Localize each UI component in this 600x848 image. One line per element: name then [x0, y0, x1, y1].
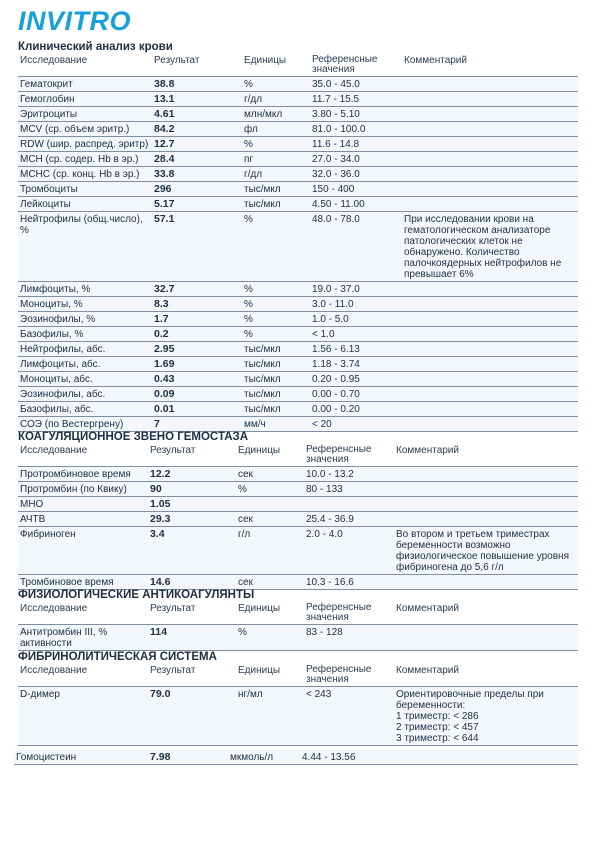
table-row — [18, 482, 578, 497]
column-header-comment: Комментарий — [394, 444, 578, 467]
test-reference — [304, 497, 394, 512]
column-header-comment: Комментарий — [394, 602, 578, 625]
test-units: тыс/мкл — [242, 357, 310, 372]
test-comment: Во втором и третьем триместрах беременности возможно физиологическое повышение уровня фибриногена до 5,6 г/л — [394, 527, 578, 575]
column-header-reference: Референсные значения — [304, 664, 394, 687]
test-reference: 0.00 - 0.70 — [310, 387, 402, 402]
test-name: Моноциты, % — [18, 297, 152, 312]
test-comment — [402, 77, 578, 92]
fibrinolytic-results-table — [18, 664, 578, 746]
test-comment: При исследовании крови на гематологическом анализаторе патологических клеток не обнаружено. Количество палочкоядерных нейтрофилов не превышает 6% — [402, 212, 578, 282]
test-result: 38.8 — [152, 77, 242, 92]
test-result: 2.95 — [152, 342, 242, 357]
column-header-units: Единицы — [236, 602, 304, 625]
test-result: 12.2 — [148, 467, 236, 482]
table-row — [18, 687, 578, 746]
test-units: тыс/мкл — [242, 372, 310, 387]
test-comment — [410, 750, 578, 765]
test-units: сек — [236, 512, 304, 527]
test-comment — [402, 107, 578, 122]
test-comment — [402, 312, 578, 327]
test-name: MCV (ср. объем эритр.) — [18, 122, 152, 137]
table-row — [18, 342, 578, 357]
test-reference: 4.44 - 13.56 — [300, 750, 410, 765]
column-header-reference: Референсные значения — [310, 54, 402, 77]
test-units: тыс/мкл — [242, 387, 310, 402]
test-result: 32.7 — [152, 282, 242, 297]
test-comment — [402, 387, 578, 402]
test-comment — [402, 282, 578, 297]
test-reference: 3.80 - 5.10 — [310, 107, 402, 122]
test-units: г/дл — [242, 167, 310, 182]
section-title-anticoagulants: ФИЗИОЛОГИЧЕСКИЕ АНТИКОАГУЛЯНТЫ — [18, 589, 255, 601]
table-row — [18, 575, 578, 590]
test-comment: Ориентировочные пределы при беременности: 1 триместр: < 286 2 триместр: < 457 3 триместр: < 644 — [394, 687, 578, 746]
test-result: 1.7 — [152, 312, 242, 327]
table-row — [18, 402, 578, 417]
test-reference: < 243 — [304, 687, 394, 746]
test-result: 4.61 — [152, 107, 242, 122]
test-reference: 48.0 - 78.0 — [310, 212, 402, 282]
test-result: 7 — [152, 417, 242, 432]
test-name: АЧТВ — [18, 512, 148, 527]
test-comment — [402, 182, 578, 197]
test-units: % — [242, 297, 310, 312]
test-result: 57.1 — [152, 212, 242, 282]
test-name: Нейтрофилы, абс. — [18, 342, 152, 357]
test-name: Базофилы, % — [18, 327, 152, 342]
table-row — [18, 527, 578, 575]
table-header-row — [18, 444, 578, 467]
test-reference: 32.0 - 36.0 — [310, 167, 402, 182]
test-name: Протромбиновое время — [18, 467, 148, 482]
test-reference: 27.0 - 34.0 — [310, 152, 402, 167]
test-result: 84.2 — [152, 122, 242, 137]
test-name: Нейтрофилы (общ.число), % — [18, 212, 152, 282]
test-name: СОЭ (по Вестергрену) — [18, 417, 152, 432]
test-reference: 2.0 - 4.0 — [304, 527, 394, 575]
table-row — [14, 750, 578, 765]
anticoagulants-results-table — [18, 602, 578, 651]
test-reference: 10.0 - 13.2 — [304, 467, 394, 482]
test-comment — [394, 575, 578, 590]
test-reference: 35.0 - 45.0 — [310, 77, 402, 92]
table-row — [18, 497, 578, 512]
test-name: МНО — [18, 497, 148, 512]
test-units — [236, 497, 304, 512]
test-name: MCHC (ср. конц. Hb в эр.) — [18, 167, 152, 182]
test-units: % — [242, 312, 310, 327]
test-comment — [402, 122, 578, 137]
column-header-result: Результат — [148, 664, 236, 687]
test-comment — [394, 512, 578, 527]
test-name: Лейкоциты — [18, 197, 152, 212]
test-name: Эозинофилы, абс. — [18, 387, 152, 402]
test-units: тыс/мкл — [242, 342, 310, 357]
test-reference: 1.18 - 3.74 — [310, 357, 402, 372]
test-name: Тромбиновое время — [18, 575, 148, 590]
table-row — [18, 107, 578, 122]
test-reference: 19.0 - 37.0 — [310, 282, 402, 297]
test-units: сек — [236, 467, 304, 482]
test-result: 28.4 — [152, 152, 242, 167]
section-title-fibrinolytic: ФИБРИНОЛИТИЧЕСКАЯ СИСТЕМА — [18, 651, 217, 663]
test-name: Протромбин (по Квику) — [18, 482, 148, 497]
test-reference: 3.0 - 11.0 — [310, 297, 402, 312]
table-row — [18, 197, 578, 212]
test-comment — [394, 625, 578, 651]
column-header-result: Результат — [148, 602, 236, 625]
table-row — [18, 152, 578, 167]
test-units: % — [242, 137, 310, 152]
test-units: нг/мл — [236, 687, 304, 746]
column-header-units: Единицы — [236, 664, 304, 687]
test-name: Фибриноген — [18, 527, 148, 575]
test-name: RDW (шир. распред. эритр) — [18, 137, 152, 152]
test-name: MCH (ср. содер. Hb в эр.) — [18, 152, 152, 167]
table-row — [18, 77, 578, 92]
test-units: % — [236, 482, 304, 497]
table-row — [18, 297, 578, 312]
test-comment — [402, 417, 578, 432]
column-header-test: Исследование — [18, 602, 148, 625]
test-reference: 1.0 - 5.0 — [310, 312, 402, 327]
test-comment — [402, 297, 578, 312]
table-row — [18, 327, 578, 342]
column-header-comment: Комментарий — [402, 54, 578, 77]
test-units: фл — [242, 122, 310, 137]
column-header-result: Результат — [152, 54, 242, 77]
table-row — [18, 417, 578, 432]
column-header-reference: Референсные значения — [304, 602, 394, 625]
test-name: Моноциты, абс. — [18, 372, 152, 387]
test-comment — [402, 167, 578, 182]
test-units: пг — [242, 152, 310, 167]
test-reference: 1.56 - 6.13 — [310, 342, 402, 357]
test-reference: 0.00 - 0.20 — [310, 402, 402, 417]
test-result: 90 — [148, 482, 236, 497]
test-units: % — [242, 77, 310, 92]
test-reference: 81.0 - 100.0 — [310, 122, 402, 137]
test-result: 0.43 — [152, 372, 242, 387]
test-result: 114 — [148, 625, 236, 651]
test-name: Антитромбин III, % активности — [18, 625, 148, 651]
column-header-units: Единицы — [242, 54, 310, 77]
section-title-blood: Клинический анализ крови — [18, 41, 173, 53]
test-reference: 150 - 400 — [310, 182, 402, 197]
test-units: г/дл — [242, 92, 310, 107]
test-result: 12.7 — [152, 137, 242, 152]
test-units: г/л — [236, 527, 304, 575]
test-comment — [394, 497, 578, 512]
test-units: % — [242, 327, 310, 342]
test-name: Лимфоциты, абс. — [18, 357, 152, 372]
column-header-result: Результат — [148, 444, 236, 467]
test-name: Эритроциты — [18, 107, 152, 122]
table-row — [18, 467, 578, 482]
test-name: Лимфоциты, % — [18, 282, 152, 297]
test-reference: 80 - 133 — [304, 482, 394, 497]
column-header-reference: Референсные значения — [304, 444, 394, 467]
test-units: мм/ч — [242, 417, 310, 432]
table-row — [18, 137, 578, 152]
table-row — [18, 372, 578, 387]
column-header-test: Исследование — [18, 54, 152, 77]
test-comment — [402, 197, 578, 212]
invitro-logo: INVITRO — [18, 6, 132, 36]
test-reference: 83 - 128 — [304, 625, 394, 651]
test-result: 13.1 — [152, 92, 242, 107]
test-result: 5.17 — [152, 197, 242, 212]
column-header-comment: Комментарий — [394, 664, 578, 687]
test-comment — [402, 152, 578, 167]
test-reference: 0.20 - 0.95 — [310, 372, 402, 387]
test-name: Тромбоциты — [18, 182, 152, 197]
test-result: 0.2 — [152, 327, 242, 342]
test-comment — [402, 372, 578, 387]
table-row — [18, 387, 578, 402]
coagulation-results-table — [18, 444, 578, 590]
test-result: 29.3 — [148, 512, 236, 527]
test-units: % — [236, 625, 304, 651]
test-result: 7.98 — [148, 750, 228, 765]
test-units: мкмоль/л — [228, 750, 300, 765]
test-units: тыс/мкл — [242, 197, 310, 212]
test-reference: 25.4 - 36.9 — [304, 512, 394, 527]
column-header-test: Исследование — [18, 664, 148, 687]
test-units: сек — [236, 575, 304, 590]
test-name: Гемоглобин — [18, 92, 152, 107]
test-reference: 11.6 - 14.8 — [310, 137, 402, 152]
test-units: тыс/мкл — [242, 182, 310, 197]
table-header-row — [18, 54, 578, 77]
section-title-coagulation: КОАГУЛЯЦИОННОЕ ЗВЕНО ГЕМОСТАЗА — [18, 431, 249, 443]
column-header-test: Исследование — [18, 444, 148, 467]
test-result: 0.09 — [152, 387, 242, 402]
table-row — [18, 625, 578, 651]
test-units: тыс/мкл — [242, 402, 310, 417]
homocysteine-table — [14, 750, 578, 765]
test-comment — [394, 482, 578, 497]
test-comment — [394, 467, 578, 482]
test-reference: < 1.0 — [310, 327, 402, 342]
test-reference: < 20 — [310, 417, 402, 432]
test-name: Базофилы, абс. — [18, 402, 152, 417]
table-row — [18, 92, 578, 107]
test-units: % — [242, 212, 310, 282]
test-comment — [402, 137, 578, 152]
table-row — [18, 282, 578, 297]
test-units: % — [242, 282, 310, 297]
test-result: 33.8 — [152, 167, 242, 182]
test-name: Гомоцистеин — [14, 750, 148, 765]
table-row — [18, 357, 578, 372]
test-comment — [402, 357, 578, 372]
table-row — [18, 167, 578, 182]
test-result: 8.3 — [152, 297, 242, 312]
table-row — [18, 182, 578, 197]
test-reference: 11.7 - 15.5 — [310, 92, 402, 107]
test-result: 1.05 — [148, 497, 236, 512]
test-result: 3.4 — [148, 527, 236, 575]
test-name: Эозинофилы, % — [18, 312, 152, 327]
table-row — [18, 212, 578, 282]
test-reference: 4.50 - 11.00 — [310, 197, 402, 212]
blood-results-table — [18, 54, 578, 432]
test-result: 296 — [152, 182, 242, 197]
table-row — [18, 512, 578, 527]
table-row — [18, 312, 578, 327]
test-result: 79.0 — [148, 687, 236, 746]
test-comment — [402, 342, 578, 357]
table-header-row — [18, 602, 578, 625]
test-result: 14.6 — [148, 575, 236, 590]
test-comment — [402, 92, 578, 107]
test-units: млн/мкл — [242, 107, 310, 122]
test-name: Гематокрит — [18, 77, 152, 92]
test-name: D-димер — [18, 687, 148, 746]
test-comment — [402, 402, 578, 417]
column-header-units: Единицы — [236, 444, 304, 467]
test-result: 0.01 — [152, 402, 242, 417]
test-reference: 10.3 - 16.6 — [304, 575, 394, 590]
table-row — [18, 122, 578, 137]
test-result: 1.69 — [152, 357, 242, 372]
table-header-row — [18, 664, 578, 687]
test-comment — [402, 327, 578, 342]
